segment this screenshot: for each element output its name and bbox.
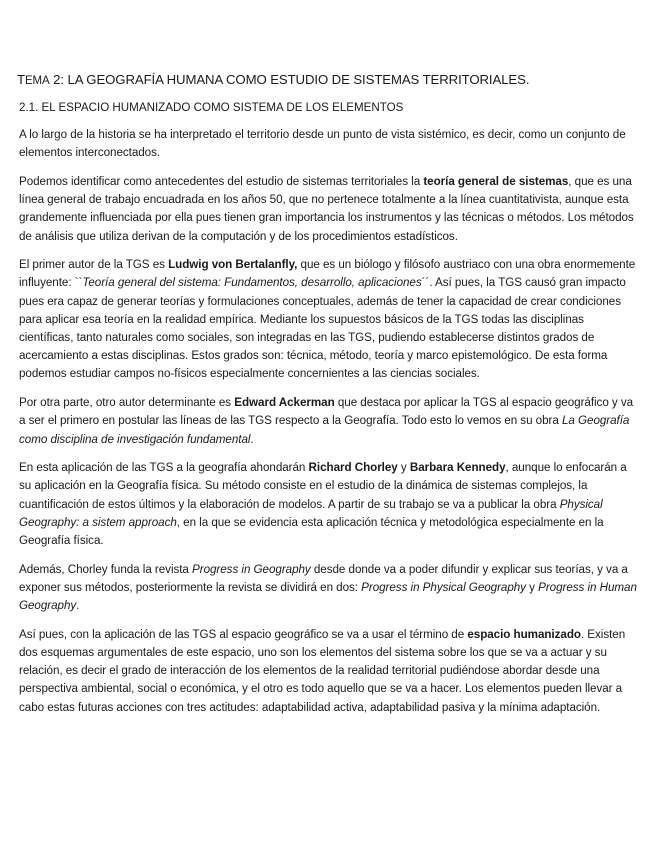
paragraph-7: Así pues, con la aplicación de las TGS al espacio geográfico se va a usar el término de espacio humanizado. Existen dos esquemas argumentales de este espacio, uno son los elementos del sistema sobre los que se va a actuar y su relación, es decir el grado de interacción de los elementos de la realidad territorial pudiéndose abordar desde una perspectiva ambiental, social o económica, y el otro es todo aquello que se va a hacer. Los elementos pueden llevar a cabo estas futuras acciones con tres actitudes: adaptabilidad activa, adaptabilidad pasiva y la mínima adaptación. <box>19 627 626 714</box>
paragraph-5: En esta aplicación de las TGS a la geografía ahondarán Richard Chorley y Barbara Kennedy, aunque lo enfocarán a su aplicación en la Geografía física. Su método consiste en el estudio de la dinámica de sistemas complejos, la cuantificación de estos últimos y la elaboración de modelos. A partir de su trabajo se va a publicar la obra Physical Geography: a sistem approach, en la que se evidencia esta aplicación técnica y metodológica especialmente en la Geografía física. <box>19 461 627 548</box>
paragraph-6: Además, Chorley funda la revista Progress in Geography desde donde va a poder difundir y explicar sus teorías, y va a exponer sus métodos, posteriormente la revista se dividirá en dos: Progress in Physical Geography y Progress in Human Geography. <box>19 562 637 613</box>
document-body <box>19 126 637 727</box>
page-title: TEMA 2: LA GEOGRAFÍA HUMANA COMO ESTUDIO DE SISTEMAS TERRITORIALES. <box>17 72 530 87</box>
section-heading: 2.1. EL ESPACIO HUMANIZADO COMO SISTEMA DE LOS ELEMENTOS <box>19 101 404 114</box>
paragraph-2: Podemos identificar como antecedentes del estudio de sistemas territoriales la teoría general de sistemas, que es una línea general de trabajo encuadrada en los años 50, que no pertenece totalmente a la línea cuantitativista, aunque esta grandemente influenciada por ella pues tienen gran importancia los instrumentos y las técnicas o métodos. Los métodos de análisis que utiliza derivan de la computación y de los procedimientos estadísticos. <box>19 174 634 243</box>
paragraph-4: Por otra parte, otro autor determinante es Edward Ackerman que destaca por aplicar la TGS al espacio geográfico y va a ser el primero en postular las líneas de las TGS respecto a la Geografía. Todo esto lo vemos en su obra La Geografía como disciplina de investigación fundamental. <box>19 396 634 446</box>
paragraph-3: El primer autor de la TGS es Ludwig von Bertalanfly, que es un biólogo y filósofo austriaco con una obra enormemente influyente: ``Teoría general del sistema: Fundamentos, desarrollo, aplicaciones´´. Así pues, la TGS causó gran impacto pues era capaz de generar teorías y formulaciones conceptuales, además de tener la capacidad de crear condiciones para aplicar esa teoría en la realidad empírica. Mediante los supuestos básicos de la TGS todas las disciplinas científicas, tanto naturales como sociales, son integradas en las TGS, pudiendo establecerse distintos grados de acercamiento a estas disciplinas. Estos grados son: técnica, método, teoría y marco epistemológico. De esta forma podemos estudiar campos no-físicos especialmente concernientes a las ciencias sociales. <box>19 258 636 381</box>
paragraph-1: A lo largo de la historia se ha interpretado el territorio desde un punto de vista sistémico, es decir, como un conjunto de elementos interconectados. <box>19 128 626 160</box>
